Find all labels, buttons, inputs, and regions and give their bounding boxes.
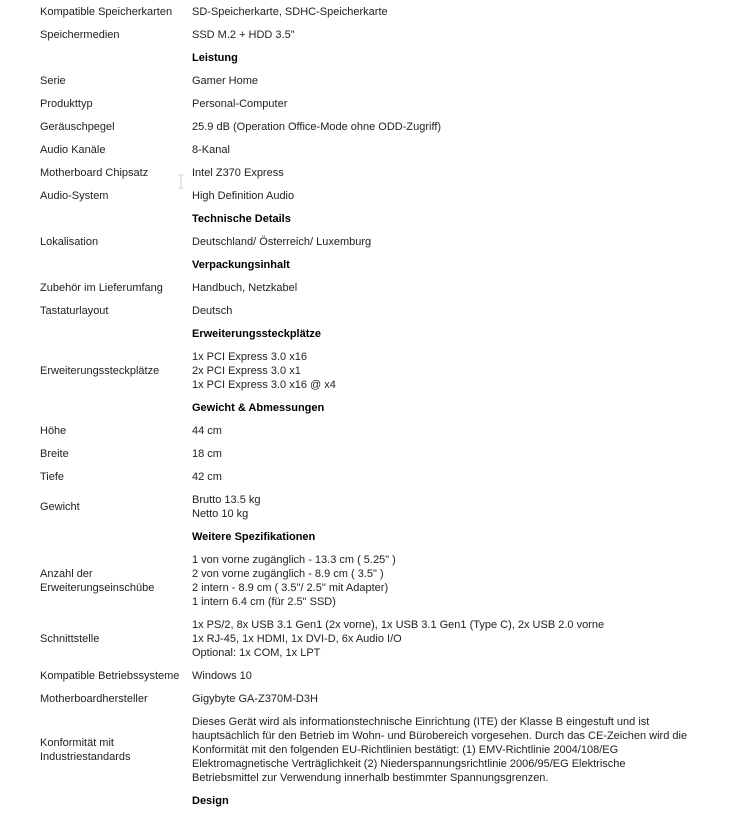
spec-value-line: Personal-Computer (192, 97, 288, 110)
spec-section-title: Verpackungsinhalt (192, 258, 290, 271)
spec-row-value (192, 189, 727, 203)
spec-row-label: Erweiterungssteckplätze (40, 364, 160, 377)
spec-row-label: Höhe (40, 424, 67, 437)
spec-row (40, 92, 727, 115)
spec-value-line: 1x PCI Express 3.0 x16 @ x4 (192, 378, 336, 391)
spec-row-label: Audio Kanäle (40, 143, 106, 156)
spec-row-value (192, 553, 727, 609)
spec-row-label: Kompatible Betriebssysteme (40, 669, 180, 682)
spec-section-title: Weitere Spezifikationen (192, 530, 316, 543)
spec-row (40, 442, 727, 465)
spec-section-title: Design (192, 794, 229, 807)
spec-row (40, 115, 727, 138)
spec-row-value (192, 424, 727, 438)
spec-row-label: Produkttyp (40, 97, 93, 110)
spec-row (40, 161, 727, 184)
spec-row (40, 276, 727, 299)
spec-value-line: Optional: 1x COM, 1x LPT (192, 646, 321, 659)
spec-row-value (192, 97, 727, 111)
spec-row (40, 465, 727, 488)
spec-row-value (192, 74, 727, 88)
spec-row (40, 299, 727, 322)
spec-section-title: Technische Details (192, 212, 291, 225)
spec-section-title: Erweiterungssteckplätze (192, 327, 321, 340)
spec-row-label: Tiefe (40, 470, 65, 483)
spec-section-row (40, 525, 727, 548)
spec-value-line: 1x RJ-45, 1x HDMI, 1x DVI-D, 6x Audio I/O (192, 632, 402, 645)
spec-value-line: Deutschland/ Österreich/ Luxemburg (192, 235, 372, 248)
spec-value-line: SD-Speicherkarte, SDHC-Speicherkarte (192, 5, 388, 18)
spec-value-line: hauptsächlich für den Betrieb im Wohn- und Bürobereich vorgesehen. Durch das CE-Zeichen wird die (192, 729, 688, 742)
spec-row (40, 548, 727, 613)
spec-value-line: 1x PS/2, 8x USB 3.1 Gen1 (2x vorne), 1x USB 3.1 Gen1 (Type C), 2x USB 2.0 vorne (192, 618, 605, 631)
spec-section-row (40, 207, 727, 230)
spec-row (40, 138, 727, 161)
spec-row-label: Zubehör im Lieferumfang (40, 281, 163, 294)
spec-value-line: 1x PCI Express 3.0 x16 (192, 350, 307, 363)
spec-row-label: Konformität mit Industriestandards (40, 736, 131, 763)
spec-section-row (40, 396, 727, 419)
spec-value-line: Windows 10 (192, 669, 252, 682)
spec-row-value (192, 493, 727, 521)
spec-value-line: Konformität mit den folgenden EU-Richtlinien bestätigt: (1) EMV-Richtlinie 2004/108/EG (192, 743, 619, 756)
spec-row-value (192, 281, 727, 295)
spec-value-line: Betriebsmittel zur Verwendung innerhalb bestimmter Spannungsgrenzen. (192, 771, 549, 784)
spec-value-line: Dieses Gerät wird als informationstechnische Einrichtung (ITE) der Klasse B eingestuft und ist (192, 715, 650, 728)
spec-value-line: 42 cm (192, 470, 222, 483)
spec-row (40, 664, 727, 687)
spec-row-value (192, 669, 727, 683)
spec-row (40, 488, 727, 525)
spec-row (40, 230, 727, 253)
spec-row (40, 687, 727, 710)
spec-row-value (192, 350, 727, 392)
spec-value-line: Intel Z370 Express (192, 166, 284, 179)
spec-row (40, 0, 727, 23)
spec-value-line: SSD M.2 + HDD 3.5" (192, 28, 295, 41)
spec-value-line: 18 cm (192, 447, 222, 460)
spec-value-line: 2x PCI Express 3.0 x1 (192, 364, 301, 377)
spec-row (40, 184, 727, 207)
spec-section-row (40, 789, 727, 812)
spec-row-value (192, 28, 727, 42)
spec-value-line: 1 von vorne zugänglich - 13.3 cm ( 5.25" ) (192, 553, 396, 566)
spec-row-label: Breite (40, 447, 69, 460)
spec-row-label: Tastaturlayout (40, 304, 109, 317)
spec-section-row (40, 46, 727, 69)
spec-row-value (192, 143, 727, 157)
spec-section-title: Gewicht & Abmessungen (192, 401, 325, 414)
spec-row-value (192, 120, 727, 134)
spec-row-value (192, 715, 727, 785)
spec-row-value (192, 447, 727, 461)
spec-section-title: Leistung (192, 51, 238, 64)
spec-value-line: Brutto 13.5 kg (192, 493, 261, 506)
spec-row-label: Speichermedien (40, 28, 120, 41)
spec-value-line: 8-Kanal (192, 143, 230, 156)
spec-row (40, 419, 727, 442)
spec-section-row (40, 322, 727, 345)
spec-row (40, 69, 727, 92)
spec-value-line: Deutsch (192, 304, 233, 317)
spec-row-label: Motherboardhersteller (40, 692, 148, 705)
spec-row-value (192, 470, 727, 484)
spec-row-value (192, 166, 727, 180)
spec-value-line: Gamer Home (192, 74, 259, 87)
spec-row-label: Gewicht (40, 500, 80, 513)
spec-row-value (192, 5, 727, 19)
spec-row-label: Audio-System (40, 189, 109, 202)
spec-row-label: Motherboard Chipsatz (40, 166, 149, 179)
spec-value-line: High Definition Audio (192, 189, 295, 202)
spec-row-label: Serie (40, 74, 66, 87)
spec-value-line: Netto 10 kg (192, 507, 249, 520)
spec-row-label: Lokalisation (40, 235, 99, 248)
spec-value-line: 2 intern - 8.9 cm ( 3.5"/ 2.5" mit Adapter) (192, 581, 389, 594)
spec-row-value (192, 692, 727, 706)
spec-row-value (192, 304, 727, 318)
spec-value-line: Handbuch, Netzkabel (192, 281, 298, 294)
spec-row-value (192, 618, 727, 660)
spec-row-label: Schnittstelle (40, 632, 100, 645)
spec-value-line: Gigybyte GA-Z370M-D3H (192, 692, 318, 705)
spec-value-line: 1 intern 6.4 cm (für 2.5" SSD) (192, 595, 336, 608)
spec-row-label: Geräuschpegel (40, 120, 115, 133)
spec-row-label: Kompatible Speicherkarten (40, 5, 173, 18)
spec-value-line: Elektromagnetische Verträglichkeit (2) Niederspannungsrichtlinie 2006/95/EG Elektrische (192, 757, 626, 770)
spec-row (40, 23, 727, 46)
spec-row (40, 613, 727, 664)
spec-row (40, 710, 727, 789)
spec-section-row (40, 253, 727, 276)
spec-row (40, 345, 727, 396)
spec-row-label: Anzahl der Erweiterungseinschübe (40, 567, 155, 594)
spec-value-line: 25.9 dB (Operation Office-Mode ohne ODD-Zugriff) (192, 120, 442, 133)
spec-value-line: 44 cm (192, 424, 222, 437)
spec-value-line: 2 von vorne zugänglich - 8.9 cm ( 3.5" ) (192, 567, 384, 580)
spec-row-value (192, 235, 727, 249)
